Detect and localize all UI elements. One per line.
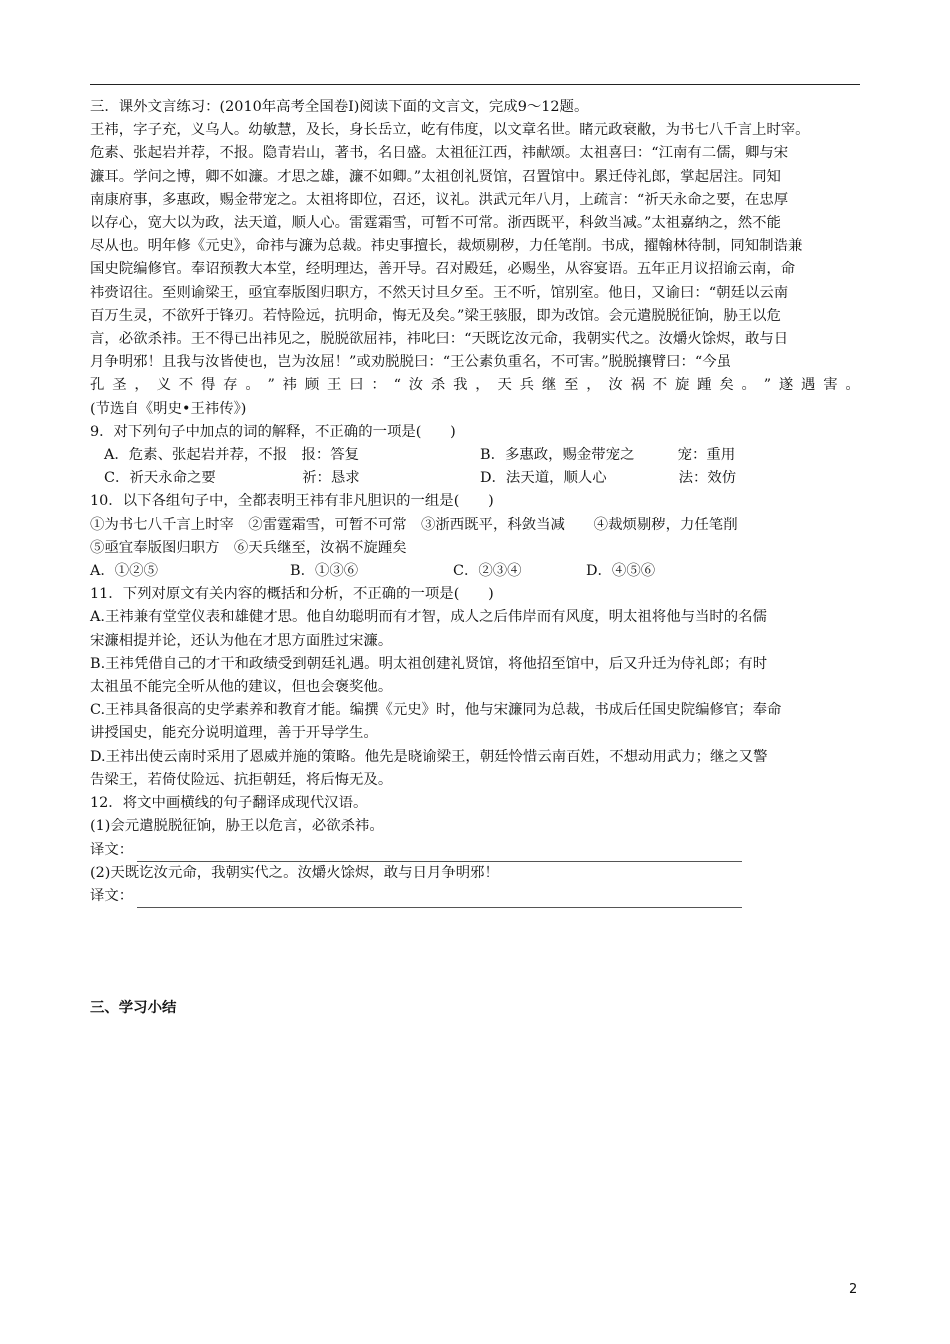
top-rule (90, 84, 860, 85)
passage-line: 南康府事，多惠政，赐金带宠之。太祖将即位，召还，议礼。洪武元年八月，上疏言：“祈天永命之要，在忠厚 (90, 191, 789, 208)
passage-char: 我 (453, 377, 468, 394)
summary-heading: 三、学习小结 (90, 1000, 177, 1016)
q9-options-row-1 (90, 444, 870, 467)
passage-char: ， (586, 377, 601, 394)
passage-char: 旋 (674, 377, 690, 394)
translation-answer-line[interactable] (137, 843, 742, 862)
q10-option-a: A．①②⑤ (90, 563, 158, 580)
q10-option-b: B．①③⑥ (290, 563, 359, 580)
q11-option-b: B.王祎凭借自己的才干和政绩受到朝廷礼遇。明太祖创建礼贤馆，将他招至馆中，后又升迁为侍礼郎；有时 (90, 655, 768, 672)
q11-option-d-cont: 告梁王，若倚仗险远、抗拒朝廷，将后悔无及。 (90, 771, 393, 788)
passage-char: 继 (541, 377, 557, 394)
passage-char: 矣 (719, 377, 734, 394)
passage-char: 存 (223, 377, 238, 394)
section-title: 三．课外文言练习：(2010年高考全国卷Ⅰ)阅读下面的文言文，完成9～12题。 (90, 99, 589, 115)
q11-option-a: A.王祎兼有堂堂仪表和雄健才思。他自幼聪明而有才智，成人之后伟岸而有风度，明太祖将他与当时的名儒 (90, 609, 767, 626)
q11-option-a-cont: 宋濂相提并论，还认为他在才思方面胜过宋濂。 (90, 632, 393, 649)
passage-char: 杀 (430, 377, 446, 394)
q12-stem: 12．将文中画横线的句子翻译成现代汉语。 (90, 795, 368, 812)
passage-line: 尽从也。明年修《元史》，命祎与濂为总裁。祎史事擅长，裁烦剔秽，力任笔削。书成，擢翰林待制，同知制诰兼 (90, 238, 803, 255)
q10-stem: 10．以下各组句子中，全都表明王祎有非凡胆识的一组是( ) (90, 493, 494, 510)
page-number: 2 (849, 1282, 858, 1297)
passage-char: 祸 (630, 377, 645, 394)
passage-line: 以存心，宽大以为政，法天道，顺人心。雷霆霜雪，可暂不可常。浙西既平，科敛当减。”太祖嘉纳之，然不能 (90, 215, 781, 232)
question-11 (90, 583, 870, 792)
passage-char: 得 (200, 377, 216, 394)
passage-char: 。 (845, 377, 860, 394)
q12-sentence-2: (2)天既讫汝元命，我朝实代之。汝爝火馀烬，敢与日月争明邪！ (90, 864, 499, 881)
passage-char: 不 (652, 377, 668, 394)
passage-char: 义 (156, 377, 171, 394)
passage-char: ： (371, 377, 386, 394)
translation-label: 译文： (90, 841, 134, 858)
translation-label: 译文： (90, 887, 134, 904)
q11-option-c: C.王祎具备很高的史学素养和教育才能。编撰《元史》时，他与宋濂同为总裁，书成后任国史院编修官；奉命 (90, 702, 782, 719)
passage-char: 曰 (349, 377, 364, 394)
source-note: (节选自《明史•王祎传》) (90, 400, 247, 417)
q11-option-d: D.王祎出使云南时采用了恩威并施的策略。他先是晓谕梁王，朝廷怜惜云南百姓，不想动用武力；继之又警 (90, 748, 768, 765)
passage-line: 濂耳。学问之博，卿不如濂。才思之雄，濂不如卿。”太祖创礼贤馆，召置馆中。累迁侍礼郎，掌起居注。同知 (90, 168, 781, 185)
q10-options (90, 560, 870, 583)
passage-char: 顾 (304, 377, 320, 394)
question-12 (90, 792, 870, 908)
q9-option-b: B．多惠政，赐金带宠之 宠：重用 (480, 447, 736, 464)
q11-option-c-cont: 讲授国史，能充分说明道理，善于开导学生。 (90, 725, 378, 742)
passage-char: 圣 (112, 377, 127, 394)
passage-char: 遇 (801, 377, 816, 394)
q10-items-2: ⑤亟宜奉版图归职方 ⑥天兵继至，汝祸不旋踵矣 (90, 539, 407, 556)
passage-line: 言，必欲杀祎。王不得已出祎见之，脱脱欲屈祎，祎叱曰：“天既讫汝元命，我朝实代之。汝爝火馀烬，敢与日 (90, 331, 789, 348)
passage-char: 害 (823, 377, 838, 394)
passage-char: 祎 (282, 377, 298, 394)
q9-option-d: D．法天道，顺人心 法：效仿 (480, 470, 737, 487)
q12-sentence-1: (1)会元遣脱脱征饷，胁王以危言，必欲杀祎。 (90, 818, 384, 835)
passage-line: 王祎，字子充，义乌人。幼敏慧，及长，身长岳立，屹有伟度，以文章名世。睹元政衰敝，为书七八千言上时宰。 (90, 122, 810, 139)
passage-line: 祎赍诏往。至则谕梁王，亟宜奉版图归职方，不然天讨旦夕至。王不听，馆别室。他日，又谕曰：“朝廷以云南 (90, 284, 789, 301)
passage-char: 天 (497, 377, 512, 394)
q9-stem: 9．对下列句子中加点的词的解释，不正确的一项是( ) (90, 423, 456, 440)
q10-items-1: ①为书七八千言上时宰 ②雷霆霜雪，可暂不可常 ③浙西既平，科敛当减 ④裁烦剔秽，力任笔削 (90, 516, 738, 533)
passage-line-justified (90, 374, 860, 397)
q11-stem: 11．下列对原文有关内容的概括和分析，不正确的一项是( ) (90, 586, 494, 603)
passage-char: ， (475, 377, 490, 394)
passage-char: 王 (327, 377, 342, 394)
passage-line: 月争明邪！且我与汝皆使也，岂为汝屈！”或劝脱脱曰：“王公素负重名，不可害。”脱脱攘臂曰：“今虽 (90, 354, 732, 371)
passage-char: 汝 (608, 377, 623, 394)
q12-translation-2 (90, 885, 870, 908)
q12-translation-1 (90, 839, 870, 862)
passage-char: 踵 (697, 377, 712, 394)
passage-char: 。 (741, 377, 756, 394)
passage-char: 不 (178, 377, 194, 394)
passage-char: 。 (245, 377, 260, 394)
passage-char: ， (134, 377, 149, 394)
q10-option-d: D．④⑤⑥ (586, 563, 656, 580)
q10-option-c: C．②③④ (453, 563, 522, 580)
question-10 (90, 490, 870, 583)
q9-options-row-2 (90, 467, 870, 490)
q11-option-b-cont: 太祖虽不能完全听从他的建议，但也会褒奖他。 (90, 679, 393, 696)
passage-char: 至 (564, 377, 579, 394)
passage-line: 百万生灵，不欲歼于锋刃。若恃险远，抗明命，悔无及矣。”梁王骇服，即为改馆。会元遣脱脱征饷，胁王以危 (90, 307, 781, 324)
passage-char: 汝 (408, 377, 424, 394)
passage-line: 危素、张起岩并荐，不报。隐青岩山，著书，名日盛。太祖征江西，祎献颂。太祖喜曰：“江南有二儒，卿与宋 (90, 145, 789, 162)
q9-option-a: A．危素、张起岩并荐，不报 报：答复 (104, 447, 360, 464)
document-body (90, 96, 870, 908)
passage-line: 国史院编修官。奉诏预教大本堂，经明理达，善开导。召对殿廷，必赐坐，从容宴语。五年正月议招谕云南，命 (90, 261, 796, 278)
translation-answer-line[interactable] (137, 889, 742, 908)
passage-char: “ (393, 377, 401, 394)
passage-char: ” (267, 377, 275, 394)
passage-char: 兵 (519, 377, 535, 394)
passage-char: 孔 (90, 377, 105, 394)
passage-char: ” (763, 377, 772, 394)
passage-char: 遂 (778, 377, 794, 394)
question-9 (90, 421, 870, 491)
q9-option-c: C．祈天永命之要 祈：恳求 (104, 470, 360, 487)
passage (90, 119, 870, 421)
